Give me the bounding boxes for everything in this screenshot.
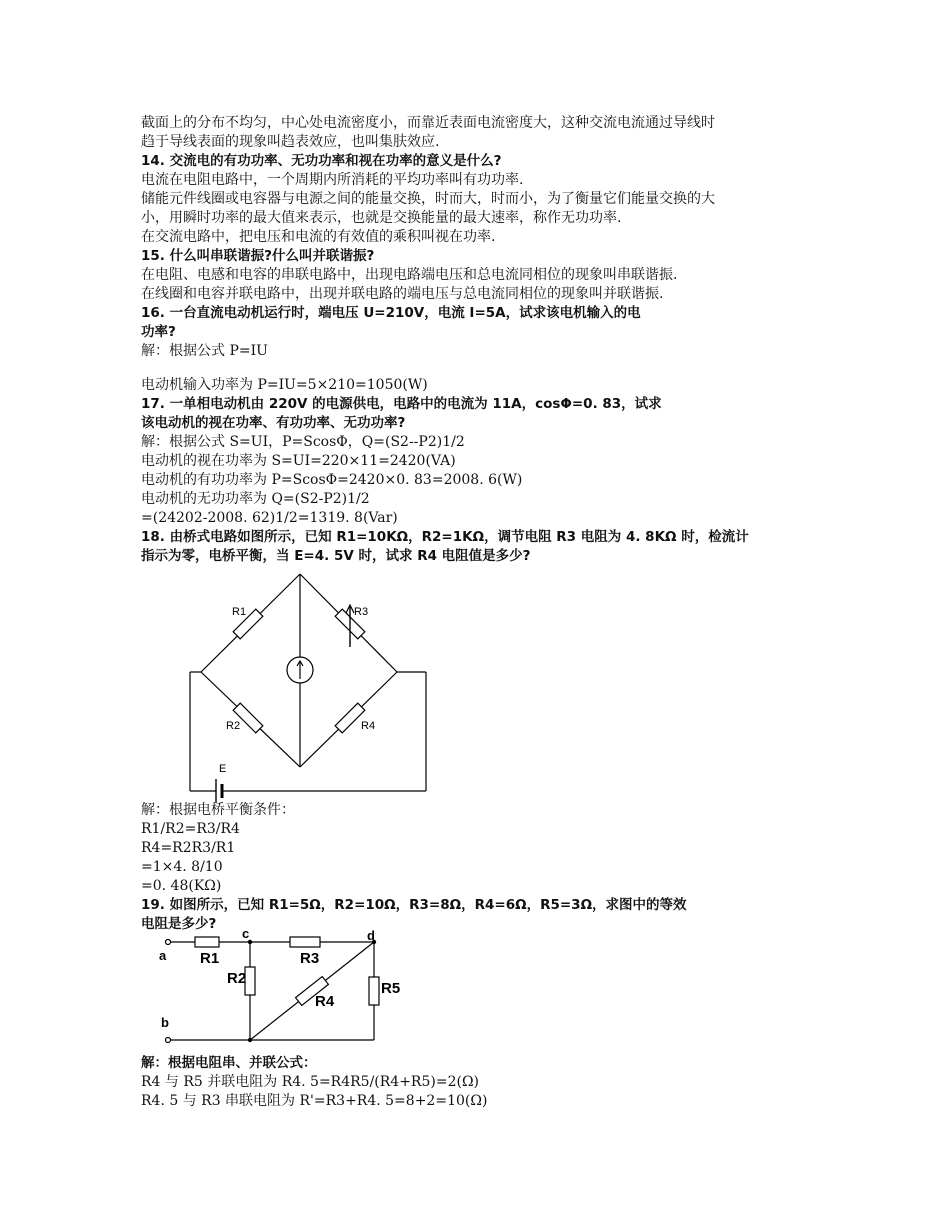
e-label: E [219, 763, 227, 775]
resistor-r3 [290, 937, 320, 947]
text-line: R1/R2=R3/R4 [141, 821, 240, 837]
text-line: R4. 5 与 R3 串联电阻为 R'=R3+R4. 5=8+2=10(Ω) [141, 1093, 488, 1109]
text-line: =1×4. 8/10 [141, 859, 223, 875]
text-line: 在电阻、电感和电容的串联电路中，出现电路端电压和总电流同相位的现象叫串联谐振. [141, 267, 678, 283]
text-line: 趋于导线表面的现象叫趋表效应，也叫集肤效应. [141, 134, 440, 150]
label-a: a [159, 948, 167, 963]
label-c: c [242, 926, 250, 941]
text-line: =(24202-2008. 62)1/2=1319. 8(Var) [141, 510, 398, 526]
label-r1: R1 [200, 950, 220, 967]
question-heading: 17. 一单相电动机由 220V 的电源供电，电路中的电流为 11A，cosΦ=0. 83，试求 [141, 396, 662, 412]
question-heading: 该电动机的视在功率、有功功率、无功功率? [141, 415, 406, 431]
terminal-b [166, 1038, 171, 1043]
text-line: 电动机输入功率为 P=IU=5×210=1050(W) [141, 377, 428, 393]
text-line: R4 与 R5 并联电阻为 R4. 5=R4R5/(R4+R5)=2(Ω) [141, 1074, 480, 1090]
label-r3: R3 [300, 950, 320, 967]
node-bottom [248, 1038, 252, 1042]
text-line: 电动机的视在功率为 S=UI=220×11=2420(VA) [141, 453, 456, 469]
question-heading: 16. 一台直流电动机运行时，端电压 U=210V，电流 I=5A，试求该电机输入的电 [141, 305, 641, 321]
text-line: R4=R2R3/R1 [141, 840, 236, 856]
label-r5: R5 [381, 980, 401, 997]
resistor-network-figure [150, 925, 420, 1050]
text-line: 在交流电路中，把电压和电流的有效值的乘积叫视在功率. [141, 229, 496, 245]
resistor-r1 [195, 937, 219, 947]
text-line: 电动机的无功功率为 Q=(S2-P2)1/2 [141, 491, 370, 507]
r2-label: R2 [226, 720, 241, 732]
answer-heading: 解：根据电阻串、并联公式： [141, 1055, 317, 1071]
label-r4: R4 [315, 993, 335, 1010]
resistor-r2 [245, 967, 255, 995]
terminal-a [166, 940, 171, 945]
bridge-circuit-figure [180, 567, 440, 803]
question-heading: 14. 交流电的有功功率、无功功率和视在功率的意义是什么? [141, 153, 502, 169]
question-heading: 指示为零，电桥平衡，当 E=4. 5V 时，试求 R4 电阻值是多少? [141, 548, 531, 564]
label-d: d [367, 928, 375, 943]
text-line: 储能元件线圈或电容器与电源之间的能量交换，时而大，时而小，为了衡量它们能量交换的大 [141, 191, 715, 207]
r4-label: R4 [361, 720, 376, 732]
text-line: 解：根据公式 S=UI，P=ScosΦ，Q=(S2--P2)1/2 [141, 434, 465, 450]
label-r2: R2 [227, 970, 247, 987]
r3-label: R3 [354, 606, 369, 618]
text-line: 小，用瞬时功率的最大值来表示，也就是交换能量的最大速率，称作无功功率. [141, 210, 622, 226]
text-line: 截面上的分布不均匀，中心处电流密度小，而靠近表面电流密度大，这种交流电流通过导线时 [141, 115, 715, 131]
text-line: 电动机的有功功率为 P=ScosΦ=2420×0. 83=2008. 6(W) [141, 472, 523, 488]
resistor-r5 [369, 977, 379, 1005]
text-line: 解：根据公式 P=IU [141, 343, 268, 359]
question-heading: 15. 什么叫串联谐振?什么叫并联谐振? [141, 248, 375, 264]
question-heading: 电阻是多少? [141, 916, 217, 932]
question-heading: 19. 如图所示，已知 R1=5Ω，R2=10Ω，R3=8Ω，R4=6Ω，R5=3Ω，求图中的等效 [141, 897, 687, 913]
text-line: 电流在电阻电路中，一个周期内所消耗的平均功率叫有功功率. [141, 172, 524, 188]
text-line: 在线圈和电容并联电路中，出现并联电路的端电压与总电流同相位的现象叫并联谐振. [141, 286, 664, 302]
question-heading: 功率? [141, 324, 176, 340]
label-b: b [161, 1015, 169, 1030]
question-heading: 18. 由桥式电路如图所示，已知 R1=10KΩ，R2=1KΩ，调节电阻 R3 电阻为 4. 8KΩ 时，检流计 [141, 529, 749, 545]
text-line: 解：根据电桥平衡条件： [141, 802, 295, 818]
text-line: =0. 48(KΩ) [141, 878, 222, 894]
r1-label: R1 [232, 606, 247, 618]
